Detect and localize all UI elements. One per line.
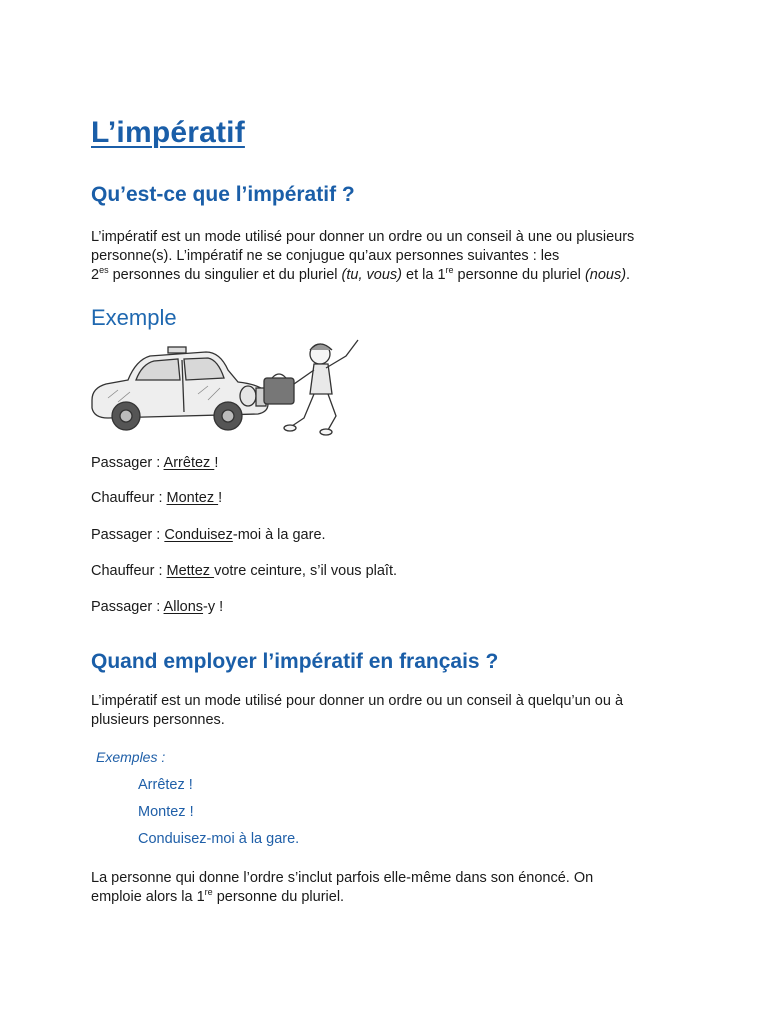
paragraph-usage-line1: L’impératif est un mode utilisé pour donner un ordre ou un conseil à quelqu’un ou à: [91, 693, 624, 709]
dialogue-line-2: Chauffeur : Montez !: [91, 490, 223, 506]
paragraph-definition-line3: $2^{es}$ personnes du singulier et du pluriel (tu, vous) et la 1re personne du pluriel (nous).: [91, 265, 631, 283]
example-item: Montez !: [138, 804, 194, 820]
paragraph-closing-line1: La personne qui donne l’ordre s’inclut parfois elle-même dans son énoncé. On: [91, 870, 594, 886]
dialogue-line-3: Passager : Conduisez-moi à la gare.: [91, 527, 326, 543]
dialogue-line-4: Chauffeur : Mettez votre ceinture, s’il vous plaît.: [91, 563, 398, 579]
paragraph-definition-line1: L’impératif est un mode utilisé pour donner un ordre ou un conseil à une ou plusieurs: [91, 229, 635, 245]
section-heading-when: Quand employer l’impératif en français ?: [91, 650, 499, 673]
example-item: Arrêtez !: [138, 777, 193, 793]
page-title: L’impératif: [91, 116, 245, 149]
examples-label: Exemples :: [96, 749, 166, 765]
dialogue-line-5: Passager : Allons-y !: [91, 599, 224, 615]
taxi-passenger-illustration: [88, 338, 368, 438]
section-heading-what: Qu’est-ce que l’impératif ?: [91, 183, 355, 206]
paragraph-usage-line2: plusieurs personnes.: [91, 712, 225, 728]
example-item: Conduisez-moi à la gare.: [138, 831, 300, 847]
example-heading: Exemple: [91, 305, 177, 330]
suitcase-icon: [264, 374, 294, 404]
passenger-figure-icon: [284, 340, 358, 435]
dialogue-line-1: Passager : Arrêtez !: [91, 455, 219, 471]
taxi-car-icon: [92, 347, 268, 430]
paragraph-closing-line2: emploie alors la 1re personne du pluriel.: [91, 887, 345, 905]
paragraph-definition-line2: personne(s). L’impératif ne se conjugue qu’aux personnes suivantes : les: [91, 248, 560, 264]
